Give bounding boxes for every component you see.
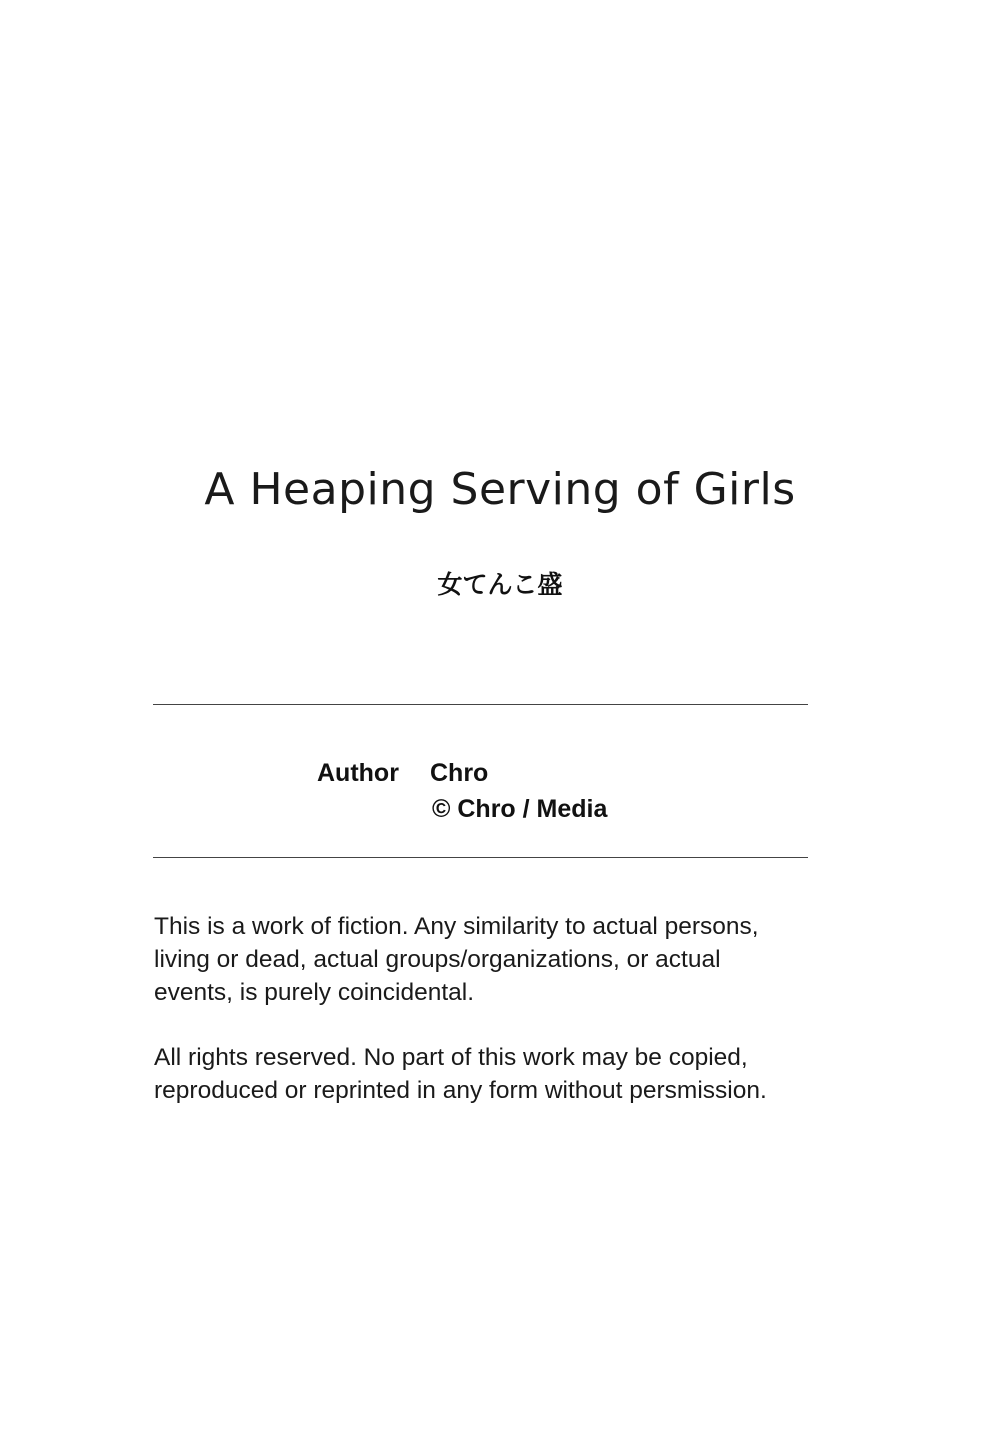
japanese-title: 女てんこ盛 <box>437 570 563 599</box>
top-divider <box>153 704 808 705</box>
rights-line: reproduced or reprinted in any form without persmission. <box>154 1077 767 1104</box>
bottom-divider <box>153 857 808 858</box>
author-label: Author <box>317 759 399 787</box>
author-name: Chro <box>430 759 489 787</box>
rights-line: All rights reserved. No part of this work may be copied, <box>154 1044 748 1071</box>
fiction-line: This is a work of fiction. Any similarity to actual persons, <box>154 913 759 940</box>
copyright-notice: © Chro / Media <box>432 795 608 823</box>
book-title: A Heaping Serving of Girls <box>204 464 796 515</box>
fiction-line: events, is purely coincidental. <box>154 979 475 1006</box>
rights-notice <box>154 1041 834 1107</box>
fiction-disclaimer <box>154 910 834 1009</box>
fiction-line: living or dead, actual groups/organizations, or actual <box>154 946 721 973</box>
